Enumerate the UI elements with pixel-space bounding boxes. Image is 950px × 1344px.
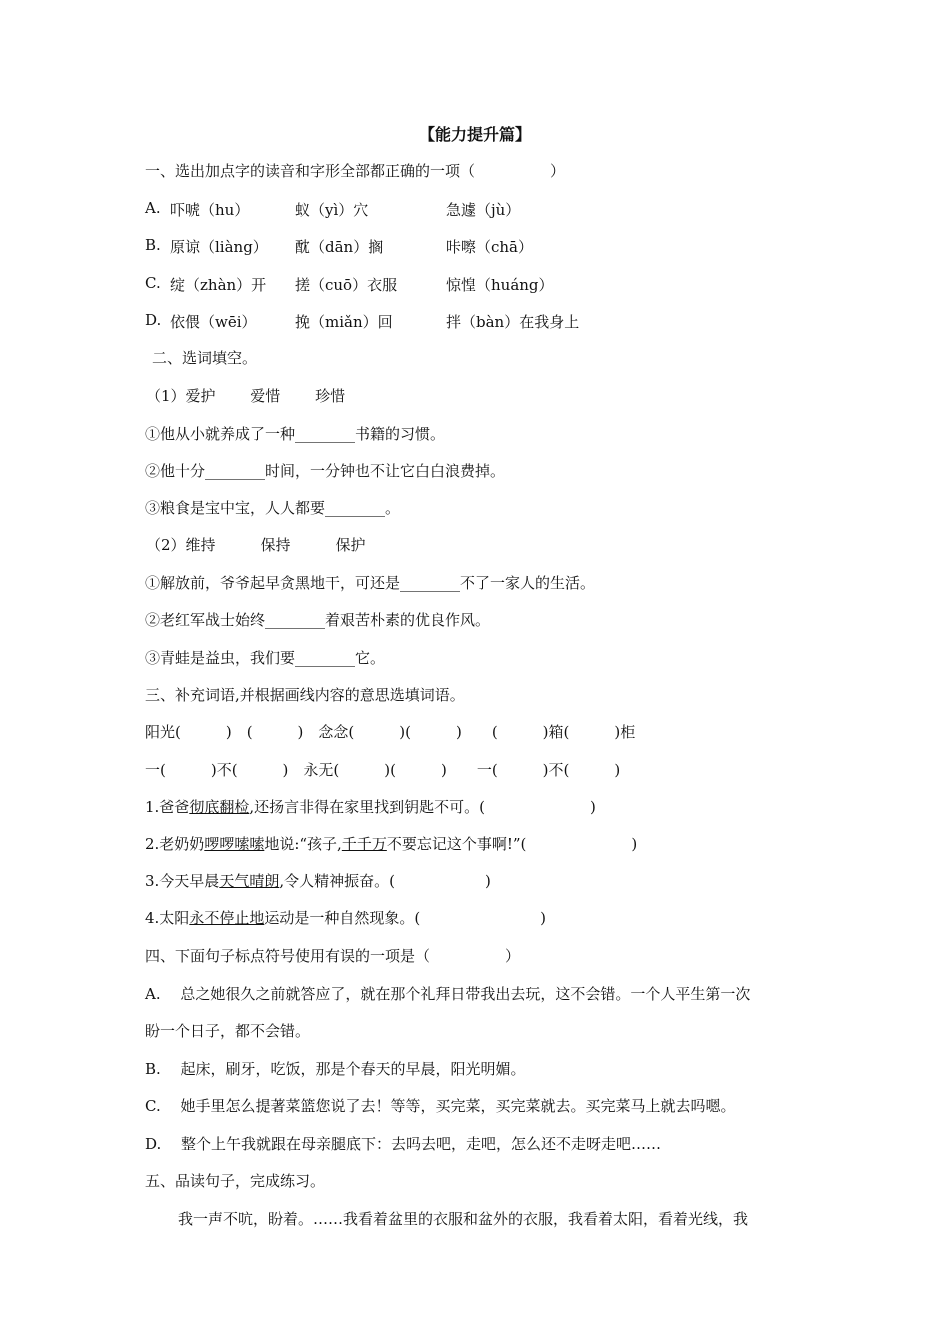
- sentence-text: 3.今天早晨: [145, 872, 220, 890]
- q5-stem: 五、品读句子，完成练习。: [145, 1172, 326, 1190]
- option-label: D.: [145, 311, 162, 329]
- sentence-text: 地说:“孩子,: [264, 835, 342, 853]
- q2-item: ②老红军战士始终________着艰苦朴素的优良作风。: [145, 611, 491, 629]
- underlined-phrase: 啰啰嗦嗦: [204, 835, 265, 853]
- sentence-text: 运动是一种自然现象。( ): [264, 909, 547, 927]
- q3-sentence-4: [145, 908, 546, 928]
- q3-word-row: 阳光( ) ( ) 念念( )( ) ( )箱( )柜: [145, 723, 636, 741]
- sentence-text: 不要忘记这个事啊!”( ): [386, 835, 638, 853]
- q4-option-a: A. 总之她很久之前就答应了，就在那个礼拜日带我出去玩，这不会错。一个人平生第一次: [145, 985, 751, 1003]
- sentence-text: ,还扬言非得在家里找到钥匙不可。( ): [249, 798, 596, 816]
- page-title: 【能力提升篇】: [418, 125, 531, 144]
- q2-item: ③粮食是宝中宝，人人都要________。: [145, 499, 401, 517]
- underlined-phrase: 天气晴朗: [219, 872, 280, 890]
- underlined-phrase: 永不停止地: [189, 909, 265, 927]
- option-text: 依偎（wēi）: [170, 313, 257, 331]
- q4-stem: 四、下面句子标点符号使用有误的一项是（ ）: [145, 947, 521, 965]
- option-text: 蚁（yì）穴: [295, 201, 369, 219]
- sentence-text: 1.爸爸: [145, 798, 190, 816]
- option-text: 挽（miǎn）回: [295, 313, 393, 331]
- option-text: 拌（bàn）在我身上: [446, 313, 580, 331]
- q1-stem: 一、选出加点字的读音和字形全部都正确的一项（ ）: [145, 162, 566, 180]
- option-text: 原谅（liàng）: [170, 238, 268, 256]
- q2-group1-words: （1）爱护 爱惜 珍惜: [146, 387, 346, 405]
- q3-sentence-1: [145, 797, 596, 817]
- q3-sentence-3: [145, 871, 491, 891]
- q3-word-row: 一( )不( ) 永无( )( ) 一( )不( ): [145, 761, 621, 779]
- option-label: C.: [145, 274, 161, 292]
- sentence-text: 4.太阳: [145, 909, 190, 927]
- q3-sentence-2: [145, 834, 637, 854]
- option-label: A.: [145, 199, 161, 217]
- q4-option-d: D. 整个上午我就跟在母亲腿底下：去吗去吧，走吧，怎么还不走呀走吧……: [145, 1135, 662, 1153]
- q4-option-a-cont: 盼一个日子，都不会错。: [145, 1022, 311, 1040]
- underlined-phrase: 千千万: [341, 835, 387, 853]
- option-text: 惊惶（huáng）: [446, 276, 554, 294]
- q4-option-c: C. 她手里怎么提著菜篮您说了去！等等，买完菜，买完菜就去。买完菜马上就去吗嗯。: [145, 1097, 736, 1115]
- option-text: 绽（zhàn）开: [170, 276, 267, 294]
- option-text: 急遽（jù）: [446, 201, 521, 219]
- q4-option-b: B. 起床，刷牙，吃饭，那是个春天的早晨，阳光明媚。: [145, 1060, 526, 1078]
- sentence-text: ,令人精神振奋。( ): [279, 872, 491, 890]
- q3-stem: 三、补充词语,并根据画线内容的意思选填词语。: [145, 686, 465, 704]
- q2-item: ①解放前，爷爷起早贪黑地干，可还是________不了一家人的生活。: [145, 574, 596, 592]
- option-text: 酖（dān）搁: [295, 238, 384, 256]
- option-label: B.: [145, 236, 161, 254]
- option-text: 搓（cuō）衣服: [295, 276, 398, 294]
- q2-stem: 二、选词填空。: [152, 349, 258, 367]
- option-text: 咔嚓（chā）: [446, 238, 534, 256]
- q2-item: ③青蛙是益虫，我们要________它。: [145, 649, 386, 667]
- sentence-text: 2.老奶奶: [145, 835, 205, 853]
- q2-item: ②他十分________时间，一分钟也不让它白白浪费掉。: [145, 462, 506, 480]
- q2-item: ①他从小就养成了一种________书籍的习惯。: [145, 425, 446, 443]
- option-text: 吓唬（hu）: [170, 201, 250, 219]
- q2-group2-words: （2）维持 保持 保护: [146, 536, 366, 554]
- q5-paragraph: 我一声不吭，盼着。……我看着盆里的衣服和盆外的衣服，我看着太阳，看着光线，我: [178, 1210, 749, 1228]
- underlined-phrase: 彻底翻检: [189, 798, 250, 816]
